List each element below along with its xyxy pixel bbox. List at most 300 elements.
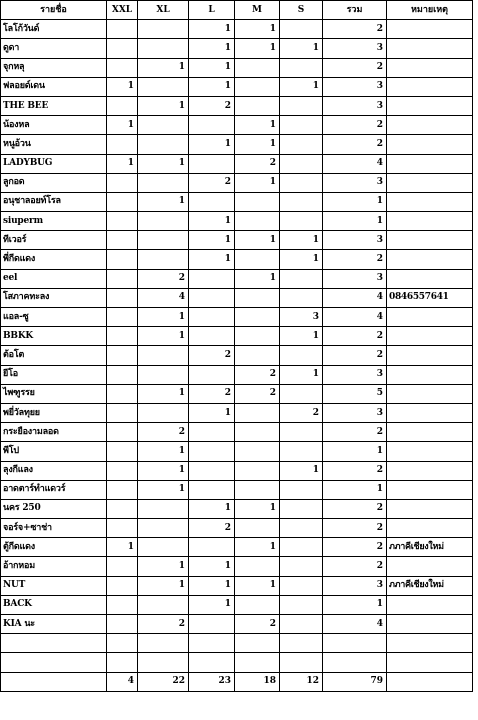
cell-name: จุกหลุ (1, 58, 107, 77)
table-row (1, 39, 473, 58)
cell-xxl: 1 (107, 154, 138, 173)
cell-m: 2 (235, 365, 280, 384)
cell-xxl (107, 653, 138, 672)
cell-s: 2 (280, 403, 323, 422)
cell-s (280, 212, 323, 231)
cell-total: 2 (323, 20, 387, 39)
cell-total: 2 (323, 116, 387, 135)
cell-total: 2 (323, 346, 387, 365)
cell-xl (138, 212, 189, 231)
cell-l: 2 (189, 519, 235, 538)
totals-name (1, 672, 107, 691)
cell-xxl: 1 (107, 77, 138, 96)
cell-name: ยีโอ (1, 365, 107, 384)
cell-xxl (107, 269, 138, 288)
cell-m (235, 461, 280, 480)
cell-xxl (107, 135, 138, 154)
cell-name: อ้ากหอม (1, 557, 107, 576)
cell-name: NUT (1, 576, 107, 595)
cell-xxl (107, 595, 138, 614)
cell-m (235, 519, 280, 538)
cell-xl: 1 (138, 480, 189, 499)
cell-xxl (107, 576, 138, 595)
cell-total: 3 (323, 96, 387, 115)
cell-xl: 2 (138, 269, 189, 288)
cell-m: 1 (235, 20, 280, 39)
cell-s (280, 116, 323, 135)
cell-note (387, 480, 473, 499)
cell-s (280, 135, 323, 154)
cell-s (280, 20, 323, 39)
cell-name: ไพฑูรรย (1, 384, 107, 403)
cell-l: 1 (189, 250, 235, 269)
cell-m (235, 403, 280, 422)
cell-name: eel (1, 269, 107, 288)
cell-xxl (107, 96, 138, 115)
cell-total: 2 (323, 538, 387, 557)
table-row (1, 519, 473, 538)
cell-note (387, 173, 473, 192)
cell-name: ต้อโต (1, 346, 107, 365)
cell-xxl (107, 442, 138, 461)
table-row (1, 403, 473, 422)
header-xl: XL (138, 1, 189, 20)
cell-note (387, 96, 473, 115)
cell-s (280, 653, 323, 672)
cell-name: อาดตาร์ทำแดวร์ (1, 480, 107, 499)
cell-l: 2 (189, 346, 235, 365)
cell-note (387, 135, 473, 154)
cell-note: ภภาคีเชียงใหม่ (387, 538, 473, 557)
cell-m: 1 (235, 269, 280, 288)
cell-l: 1 (189, 557, 235, 576)
cell-s (280, 269, 323, 288)
cell-xxl (107, 231, 138, 250)
cell-total: 2 (323, 135, 387, 154)
cell-name: กระยืองามลอด (1, 423, 107, 442)
cell-name: จอร์จ+ซาช่า (1, 519, 107, 538)
cell-xxl (107, 346, 138, 365)
cell-xxl (107, 480, 138, 499)
cell-name: LADYBUG (1, 154, 107, 173)
table-row (1, 576, 473, 595)
table-row (1, 615, 473, 634)
cell-name: โสภาคทะลง (1, 288, 107, 307)
cell-total: 3 (323, 365, 387, 384)
cell-s (280, 346, 323, 365)
cell-xl (138, 77, 189, 96)
cell-xl (138, 116, 189, 135)
cell-l: 1 (189, 77, 235, 96)
cell-total: 1 (323, 212, 387, 231)
cell-total: 1 (323, 192, 387, 211)
cell-name: พี่กีดแดง (1, 250, 107, 269)
table-row (1, 20, 473, 39)
cell-s (280, 58, 323, 77)
cell-xxl (107, 250, 138, 269)
cell-total: 4 (323, 288, 387, 307)
cell-m (235, 192, 280, 211)
cell-note (387, 423, 473, 442)
table-row (1, 96, 473, 115)
table-row (1, 116, 473, 135)
cell-m (235, 250, 280, 269)
header-s: S (280, 1, 323, 20)
cell-note (387, 653, 473, 672)
cell-name: ลูกอด (1, 173, 107, 192)
cell-xl: 1 (138, 576, 189, 595)
cell-m (235, 595, 280, 614)
cell-xl (138, 39, 189, 58)
cell-xxl (107, 519, 138, 538)
cell-l (189, 288, 235, 307)
cell-l: 1 (189, 39, 235, 58)
cell-m: 1 (235, 173, 280, 192)
cell-total: 3 (323, 576, 387, 595)
cell-name: THE BEE (1, 96, 107, 115)
cell-xl (138, 173, 189, 192)
cell-xl: 4 (138, 288, 189, 307)
table-row (1, 154, 473, 173)
cell-total: 2 (323, 250, 387, 269)
table-row (1, 384, 473, 403)
cell-s (280, 557, 323, 576)
cell-xl: 1 (138, 308, 189, 327)
table-row (1, 634, 473, 653)
cell-m (235, 327, 280, 346)
cell-name: ทีเวอร์ (1, 231, 107, 250)
cell-l (189, 423, 235, 442)
cell-name: พีโป (1, 442, 107, 461)
cell-note (387, 384, 473, 403)
cell-note (387, 365, 473, 384)
cell-total: 2 (323, 461, 387, 480)
cell-s (280, 442, 323, 461)
cell-name: โลโก้วันด์ (1, 20, 107, 39)
cell-xl: 1 (138, 327, 189, 346)
cell-total: 1 (323, 480, 387, 499)
cell-m: 2 (235, 384, 280, 403)
cell-name: ดูดา (1, 39, 107, 58)
cell-xl (138, 250, 189, 269)
cell-xxl (107, 557, 138, 576)
cell-xxl (107, 288, 138, 307)
table-row (1, 653, 473, 672)
cell-l: 2 (189, 173, 235, 192)
cell-total: 2 (323, 423, 387, 442)
cell-m (235, 557, 280, 576)
cell-s (280, 576, 323, 595)
cell-l (189, 461, 235, 480)
cell-note: 0846557641 (387, 288, 473, 307)
cell-m (235, 346, 280, 365)
cell-m (235, 442, 280, 461)
table-row (1, 442, 473, 461)
cell-m (235, 480, 280, 499)
cell-total: 3 (323, 231, 387, 250)
cell-m (235, 212, 280, 231)
cell-m (235, 423, 280, 442)
table-row (1, 288, 473, 307)
cell-total: 2 (323, 557, 387, 576)
cell-xxl (107, 192, 138, 211)
cell-l: 2 (189, 384, 235, 403)
cell-s (280, 634, 323, 653)
cell-l (189, 615, 235, 634)
cell-name: นคร 250 (1, 499, 107, 518)
cell-name (1, 634, 107, 653)
cell-s: 1 (280, 461, 323, 480)
cell-note (387, 269, 473, 288)
cell-name: BBKK (1, 327, 107, 346)
cell-xxl (107, 423, 138, 442)
cell-l: 1 (189, 58, 235, 77)
cell-m (235, 308, 280, 327)
cell-m (235, 96, 280, 115)
cell-m: 2 (235, 154, 280, 173)
header-xxl: XXL (107, 1, 138, 20)
table-row (1, 461, 473, 480)
cell-m: 2 (235, 615, 280, 634)
cell-l (189, 116, 235, 135)
cell-xl (138, 538, 189, 557)
cell-total: 4 (323, 615, 387, 634)
cell-l (189, 308, 235, 327)
cell-name: แอล-ซู (1, 308, 107, 327)
header-row (1, 1, 473, 20)
cell-m (235, 58, 280, 77)
table-row (1, 538, 473, 557)
cell-note (387, 77, 473, 96)
cell-xxl: 1 (107, 116, 138, 135)
cell-s (280, 615, 323, 634)
cell-s (280, 423, 323, 442)
table-row (1, 499, 473, 518)
cell-total: 2 (323, 499, 387, 518)
cell-note (387, 327, 473, 346)
cell-xl: 2 (138, 615, 189, 634)
cell-l (189, 154, 235, 173)
cell-note (387, 116, 473, 135)
cell-l (189, 365, 235, 384)
table-row (1, 423, 473, 442)
cell-xxl (107, 461, 138, 480)
cell-name: KIA นะ (1, 615, 107, 634)
cell-note (387, 154, 473, 173)
table-row (1, 269, 473, 288)
cell-l (189, 442, 235, 461)
table-row (1, 212, 473, 231)
cell-xl (138, 634, 189, 653)
cell-note (387, 461, 473, 480)
table-row (1, 480, 473, 499)
cell-l (189, 653, 235, 672)
table-row (1, 250, 473, 269)
cell-s (280, 538, 323, 557)
totals-xl: 22 (138, 672, 189, 691)
cell-total (323, 653, 387, 672)
cell-xl (138, 595, 189, 614)
totals-total: 79 (323, 672, 387, 691)
cell-xl: 1 (138, 384, 189, 403)
cell-note (387, 499, 473, 518)
cell-s: 1 (280, 365, 323, 384)
cell-name: ตู้กีดแดง (1, 538, 107, 557)
cell-s (280, 480, 323, 499)
cell-s (280, 154, 323, 173)
cell-note (387, 442, 473, 461)
cell-total: 1 (323, 595, 387, 614)
cell-xl (138, 365, 189, 384)
cell-m: 1 (235, 499, 280, 518)
cell-note (387, 39, 473, 58)
cell-name: ลุงกีแลง (1, 461, 107, 480)
cell-m (235, 653, 280, 672)
table-row (1, 192, 473, 211)
table-row (1, 135, 473, 154)
cell-s (280, 288, 323, 307)
cell-s (280, 192, 323, 211)
cell-m: 1 (235, 231, 280, 250)
cell-xxl (107, 173, 138, 192)
cell-name (1, 653, 107, 672)
cell-total: 4 (323, 154, 387, 173)
cell-total: 3 (323, 39, 387, 58)
cell-s (280, 519, 323, 538)
cell-l: 1 (189, 212, 235, 231)
cell-l: 1 (189, 595, 235, 614)
cell-l: 1 (189, 135, 235, 154)
cell-s (280, 96, 323, 115)
cell-l (189, 538, 235, 557)
cell-total: 3 (323, 173, 387, 192)
cell-s (280, 384, 323, 403)
cell-l (189, 269, 235, 288)
cell-note (387, 250, 473, 269)
cell-xl: 1 (138, 96, 189, 115)
cell-note: ภภาคีเชียงใหม่ (387, 576, 473, 595)
cell-xxl (107, 58, 138, 77)
cell-s: 1 (280, 231, 323, 250)
cell-m: 1 (235, 39, 280, 58)
cell-xl (138, 499, 189, 518)
cell-m: 1 (235, 135, 280, 154)
header-note: หมายเหตุ (387, 1, 473, 20)
cell-total: 4 (323, 308, 387, 327)
cell-m: 1 (235, 116, 280, 135)
cell-xxl (107, 212, 138, 231)
cell-s (280, 499, 323, 518)
cell-total: 2 (323, 58, 387, 77)
cell-l: 1 (189, 499, 235, 518)
table-row (1, 365, 473, 384)
cell-name: BACK (1, 595, 107, 614)
cell-xxl (107, 499, 138, 518)
cell-total: 2 (323, 519, 387, 538)
cell-note (387, 192, 473, 211)
cell-m: 1 (235, 576, 280, 595)
cell-l (189, 634, 235, 653)
cell-note (387, 595, 473, 614)
cell-name: น้องหล (1, 116, 107, 135)
cell-xxl (107, 634, 138, 653)
cell-note (387, 615, 473, 634)
cell-total: 5 (323, 384, 387, 403)
cell-note (387, 20, 473, 39)
cell-note (387, 519, 473, 538)
cell-xxl (107, 308, 138, 327)
cell-s: 1 (280, 327, 323, 346)
cell-l (189, 192, 235, 211)
header-total: รวม (323, 1, 387, 20)
cell-xxl (107, 365, 138, 384)
cell-note (387, 308, 473, 327)
cell-xl (138, 20, 189, 39)
cell-name: siuperm (1, 212, 107, 231)
table-row (1, 77, 473, 96)
cell-xl: 2 (138, 423, 189, 442)
cell-total: 3 (323, 269, 387, 288)
table-row (1, 231, 473, 250)
cell-note (387, 403, 473, 422)
totals-m: 18 (235, 672, 280, 691)
cell-xxl: 1 (107, 538, 138, 557)
cell-xxl (107, 20, 138, 39)
cell-m (235, 634, 280, 653)
cell-note (387, 58, 473, 77)
cell-l: 1 (189, 231, 235, 250)
cell-s: 3 (280, 308, 323, 327)
totals-s: 12 (280, 672, 323, 691)
table-row (1, 173, 473, 192)
table-body (1, 20, 473, 672)
cell-m: 1 (235, 538, 280, 557)
cell-xxl (107, 615, 138, 634)
cell-total: 3 (323, 403, 387, 422)
cell-xl: 1 (138, 442, 189, 461)
cell-xl: 1 (138, 557, 189, 576)
cell-xl (138, 231, 189, 250)
totals-xxl: 4 (107, 672, 138, 691)
table-row (1, 58, 473, 77)
cell-name: อนุชาลอยท์โรล (1, 192, 107, 211)
cell-s (280, 173, 323, 192)
cell-xxl (107, 384, 138, 403)
cell-total (323, 634, 387, 653)
table-row (1, 557, 473, 576)
cell-l: 2 (189, 96, 235, 115)
totals-row (1, 672, 473, 691)
totals-note (387, 672, 473, 691)
header-name: รายชื่อ (1, 1, 107, 20)
cell-s: 1 (280, 77, 323, 96)
cell-s (280, 595, 323, 614)
cell-name: พยี่วัลทุยย (1, 403, 107, 422)
cell-note (387, 212, 473, 231)
cell-l (189, 327, 235, 346)
cell-total: 1 (323, 442, 387, 461)
cell-l: 1 (189, 576, 235, 595)
cell-note (387, 231, 473, 250)
cell-xl: 1 (138, 154, 189, 173)
table-row (1, 346, 473, 365)
cell-xxl (107, 327, 138, 346)
cell-m (235, 77, 280, 96)
cell-xl: 1 (138, 461, 189, 480)
cell-note (387, 346, 473, 365)
cell-total: 3 (323, 77, 387, 96)
cell-xxl (107, 39, 138, 58)
